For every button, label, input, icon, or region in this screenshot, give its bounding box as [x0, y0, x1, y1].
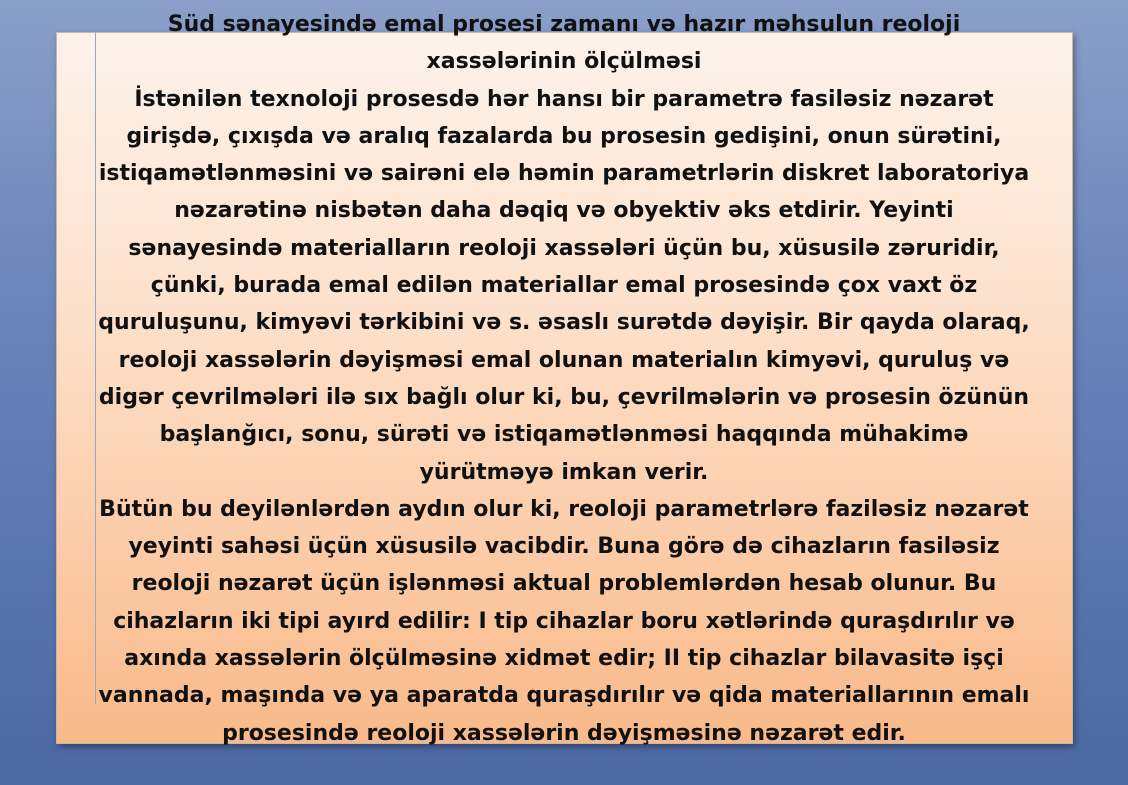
text-line: Bütün bu deyilənlərdən aydın olur ki, reoloji parametrlərə fazilәsiz nəzarət [99, 496, 1029, 522]
text-line: çünki, burada emal edilən materiallar emal prosesində çox vaxt öz [150, 273, 978, 299]
slide-title [40, 6, 1088, 81]
text-line: reoloji nəzarət üçün işlənməsi aktual problemlərdən hesab olunur. Bu [131, 571, 997, 597]
text-line: istiqamətlənməsini və sairəni elə həmin parametrlərin diskret laboratoriya [98, 161, 1030, 187]
text-line: başlanğıcı, sonu, sürəti və istiqamətlənməsi haqqında mühakimə [159, 422, 969, 448]
text-line: digər çevrilmələri ilə sıx bağlı olur ki, bu, çevrilmələrin və prosesin özünün [98, 384, 1030, 410]
text-line: nəzarətinə nisbətən daha dəqiq və obyektiv əks etdirir. Yeyinti [174, 198, 954, 224]
title-line: Süd sənayesində emal prosesi zamanı və hazır məhsulun reoloji [167, 12, 961, 37]
text-line: yürütməyə imkan verir. [419, 459, 709, 485]
text-line: vannada, maşında və ya aparatda quraşdırılır və qida materiallarının emalı [98, 683, 1030, 709]
text-line: reoloji xassələrin dəyişməsi emal olunan materialın kimyəvi, quruluş və [118, 347, 1010, 373]
text-line: axında xassələrin ölçülməsinə xidmət edir; II tip cihazlar bilavasitə işçi [124, 646, 1004, 672]
title-line: xassələrinin ölçülməsi [426, 49, 702, 75]
paragraph-2 [40, 491, 1088, 752]
text-line: cihazların iki tipi ayırd edilir: I tip cihazlar boru xətlərində quraşdırılır və [113, 608, 1015, 634]
slide-text [40, 6, 1088, 781]
paragraph-1 [40, 81, 1088, 491]
text-line: quruluşunu, kimyəvi tərkibini və s. əsaslı surətdə dəyişir. Bir qayda olaraq, [98, 310, 1030, 336]
text-line: yeyinti sahəsi üçün xüsusilə vacibdir. Buna görə də cihazların fasiləsiz [128, 534, 1000, 560]
text-line: İstənilən texnoloji prosesdə hər hansı bir parametrə fasiləsiz nəzarət [134, 86, 994, 112]
text-line: girişdə, çıxışda və aralıq fazalarda bu prosesin gedişini, onun sürətini, [126, 123, 1002, 149]
text-line: prosesində reoloji xassələrin dəyişməsinə nəzarət edir. [222, 720, 906, 746]
text-line: sənayesində materialların reoloji xassələri üçün bu, xüsusilə zəruridir, [128, 235, 1000, 261]
